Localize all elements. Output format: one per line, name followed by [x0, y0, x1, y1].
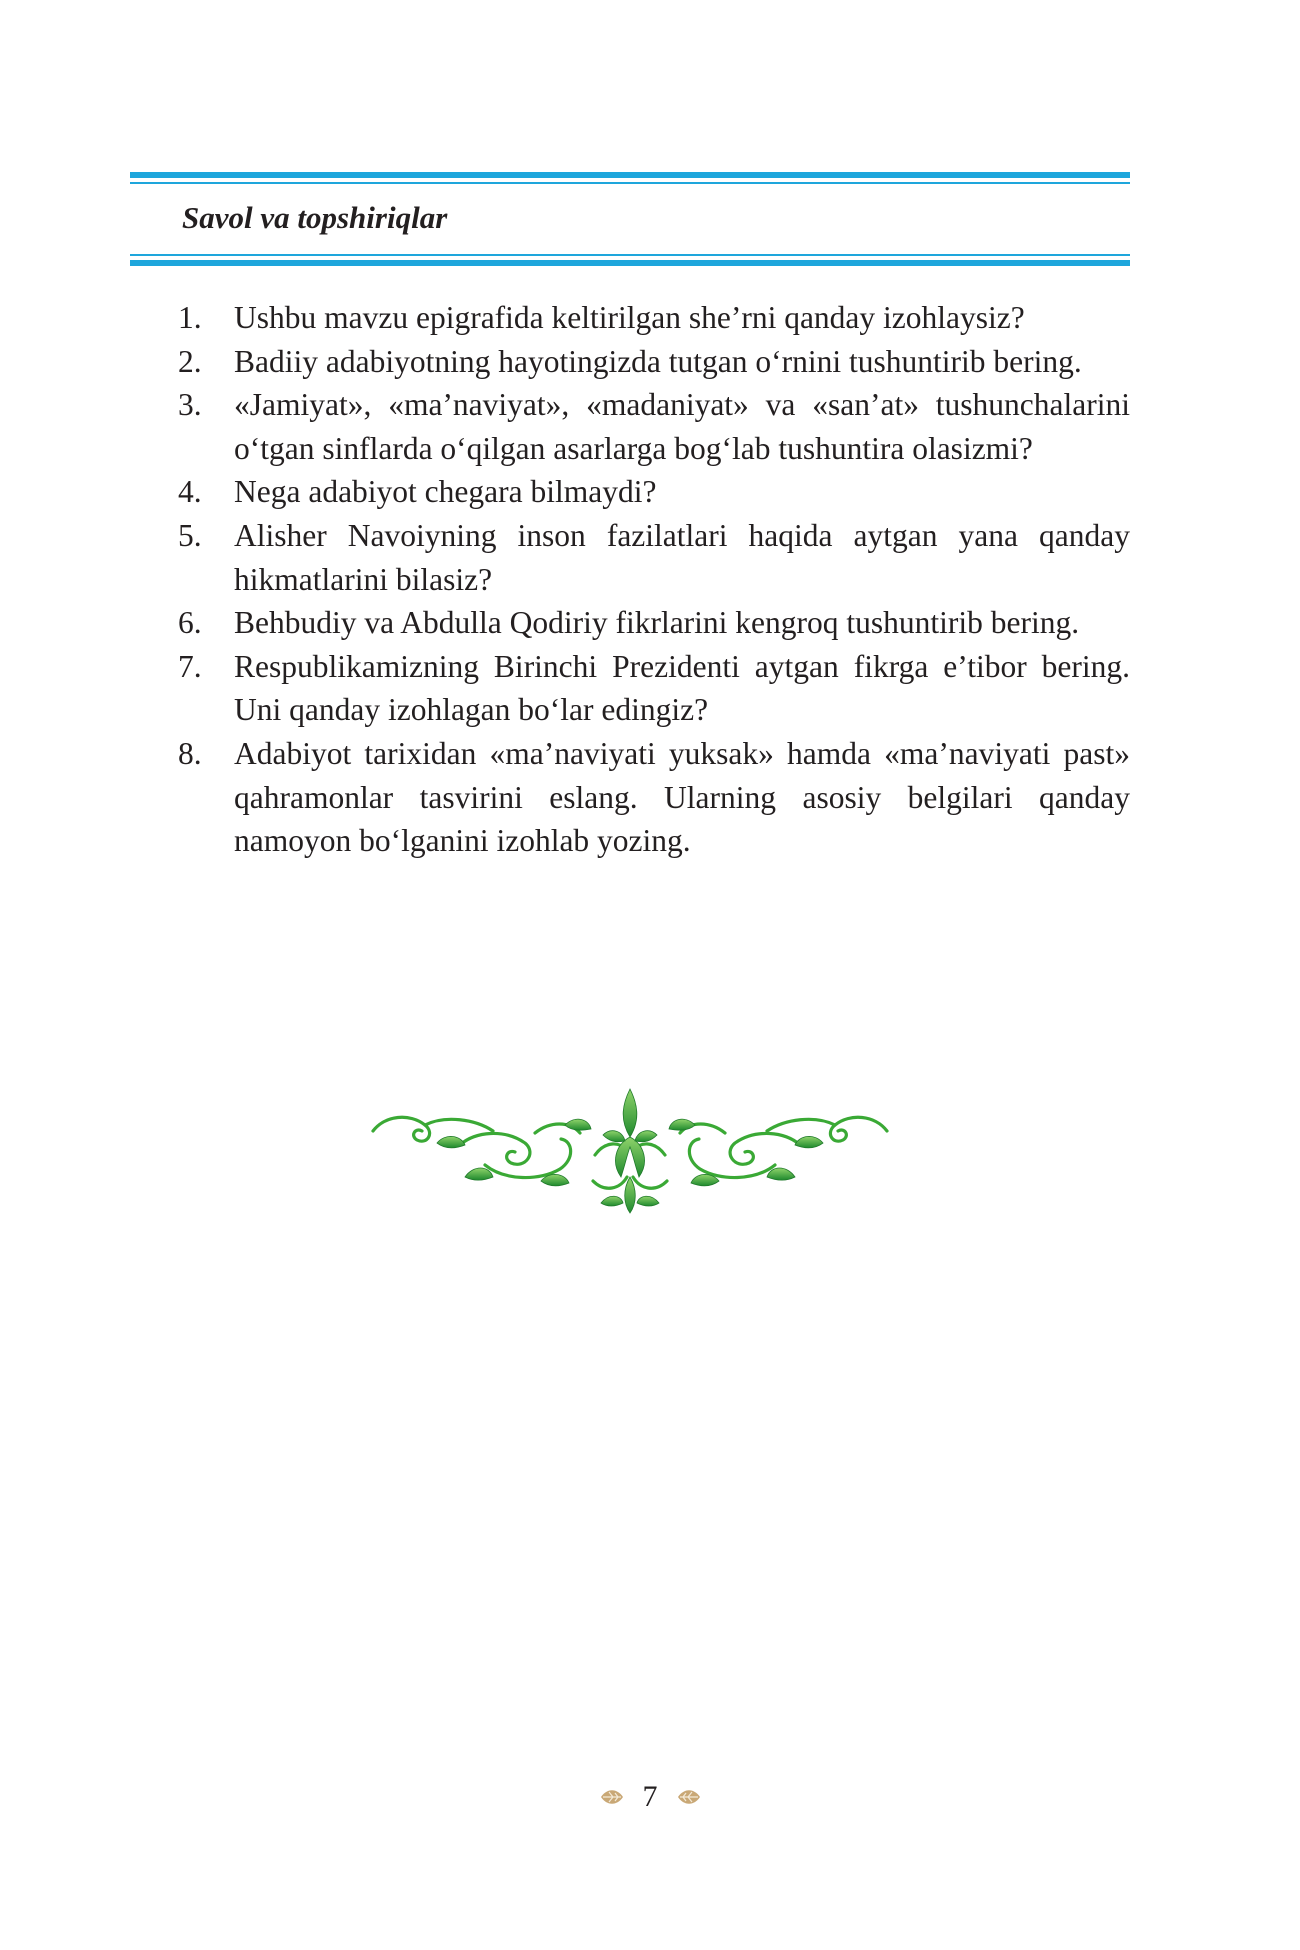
question-number: 5.: [178, 517, 202, 553]
question-text: «Jamiyat», «ma’naviyat», «madaniyat» va «san’at» tushunchalarini o‘tgan sinflarda o‘qilgan asarlarga bog‘lab tushuntira olasizmi?: [234, 387, 1130, 466]
question-item: [178, 732, 1130, 863]
question-item: [178, 340, 1130, 384]
questions-list: [178, 296, 1130, 863]
question-text: Ushbu mavzu epigrafida keltirilgan she’rni qanday izohlaysiz?: [234, 300, 1025, 335]
question-text: Nega adabiyot chegara bilmaydi?: [234, 474, 657, 510]
question-text: Adabiyot tarixidan «ma’naviyati yuksak» hamda «ma’naviyati past» qahramonlar tasvirini eslang. Ularning asosiy belgilari qanday namoyon bo‘lganini izohlab yozing.: [234, 735, 1130, 859]
question-text: Badiiy adabiyotning hayotingizda tutgan o‘rnini tushuntirib bering.: [234, 343, 1082, 379]
band-thick-line: [130, 260, 1130, 266]
band-thick-line: [130, 172, 1130, 178]
page-number: 7: [642, 1780, 658, 1813]
question-text: Alisher Navoiyning inson fazilatlari haqida aytgan yana qanday hikmatlarini bilasiz?: [234, 517, 1130, 597]
band-thin-line: [130, 254, 1130, 256]
header-band-top: [130, 172, 1130, 184]
question-number: 8.: [178, 735, 202, 771]
question-number: 4.: [178, 474, 202, 510]
floral-divider-icon: [365, 1085, 895, 1215]
section-title: Savol va topshiriqlar: [182, 200, 448, 235]
question-text: Respublikamizning Birinchi Prezidenti aytgan fikrga e’tibor bering. Uni qanday izohlagan bo‘lar edingiz?: [234, 648, 1130, 728]
question-item: [178, 645, 1130, 732]
question-item: [178, 383, 1130, 470]
question-item: [178, 514, 1130, 601]
leaf-left-icon: [599, 1786, 625, 1808]
question-item: [178, 296, 1130, 340]
question-item: [178, 601, 1130, 645]
question-number: 1.: [178, 300, 202, 335]
question-text: Behbudiy va Abdulla Qodiriy fikrlarini kengroq tushuntirib bering.: [234, 605, 1080, 641]
question-number: 7.: [178, 648, 202, 684]
question-number: 6.: [178, 605, 202, 641]
question-number: 3.: [178, 387, 202, 423]
leaf-right-icon: [676, 1786, 702, 1808]
band-thin-line: [130, 182, 1130, 184]
question-item: [178, 470, 1130, 514]
header-band-bottom: [130, 254, 1130, 266]
page-footer: [0, 1780, 1300, 1814]
question-number: 2.: [178, 343, 202, 379]
